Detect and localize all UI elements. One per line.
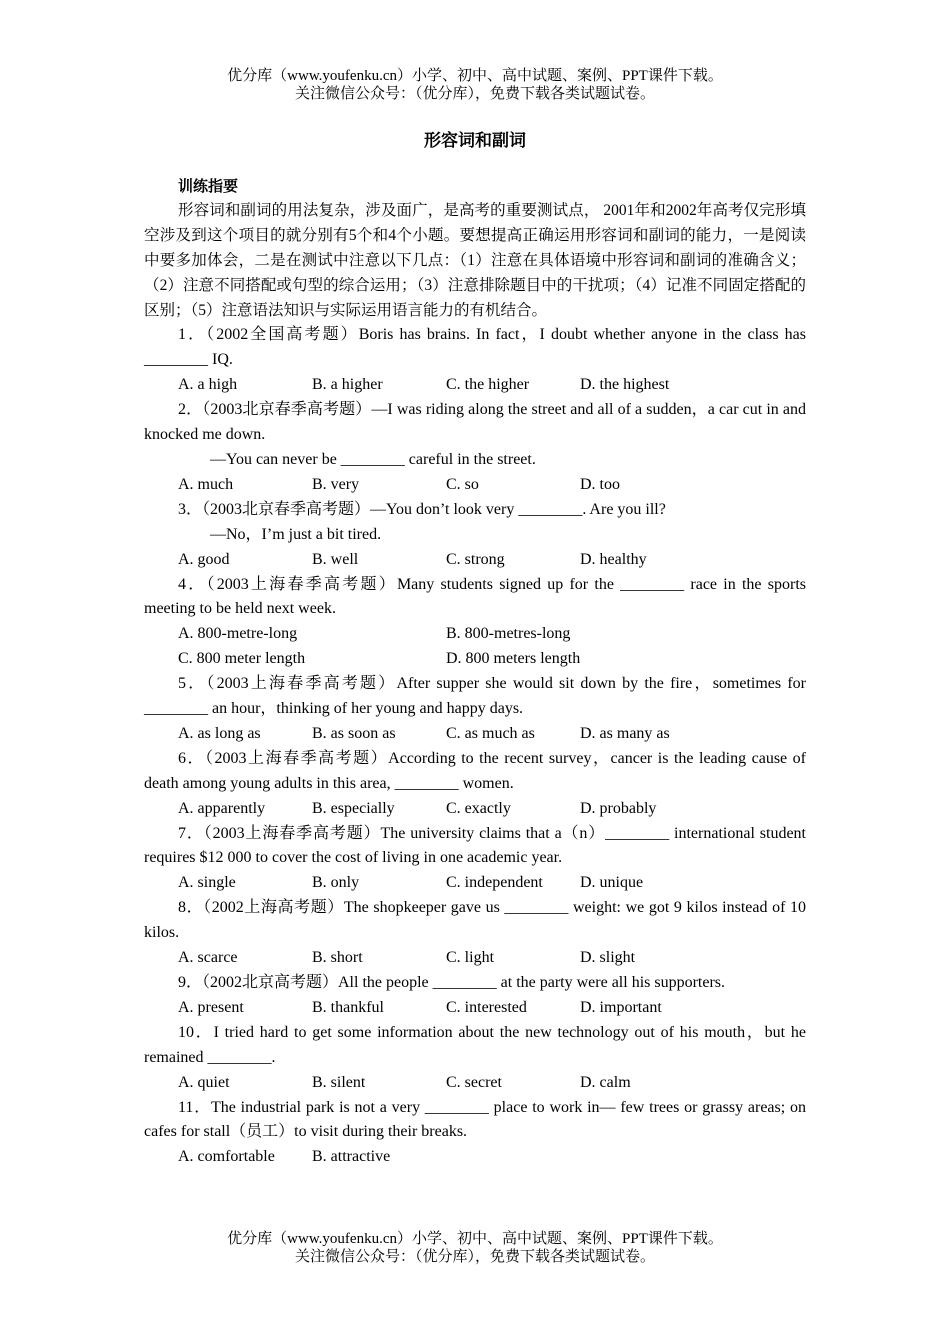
question-item <box>144 1021 806 1096</box>
answer-option: B. thankful <box>312 998 384 1016</box>
guide-paragraph: 形容词和副词的用法复杂，涉及面广，是高考的重要测试点， 2001年和2002年高考仅完形填空涉及到这个项目的就分别有5个和4个小题。要想提高正确运用形容词和副词的能力，一是阅读中要多加体会，二是在测试中注意以下几点：（1）注意在具体语境中形容词和副词的准确含义；（2）注意不同搭配或句型的综合运用；（3）注意排除题目中的干扰项；（4）记准不同固定搭配的区别；（5）注意语法知识与实际运用语言能力的有机结合。 <box>144 201 806 319</box>
answer-option: B. a higher <box>312 376 383 394</box>
options-row <box>144 996 806 1021</box>
question-stem: 5．（2003上海春季高考题）After supper she would sit down by the fire，sometimes for ________ an hour，thinking of her young and happy days. <box>144 675 806 718</box>
answer-option: A. as long as <box>178 724 261 742</box>
options-row <box>144 1071 806 1096</box>
question-stem: 3．（2003北京春季高考题）—You don’t look very ________. Are you ill? <box>178 500 666 518</box>
answer-option: B. very <box>312 475 360 493</box>
document-title: 形容词和副词 <box>424 131 526 151</box>
question-list <box>144 323 806 1170</box>
options-row <box>144 548 806 573</box>
question-item <box>144 896 806 971</box>
answer-option: A. good <box>178 550 230 568</box>
answer-option: A. quiet <box>178 1073 230 1091</box>
question-item <box>144 747 806 822</box>
answer-option: C. so <box>446 475 479 493</box>
answer-option: B. short <box>312 949 363 967</box>
question-stem: 1．（2002全国高考题）Boris has brains. In fact，I doubt whether anyone in the class has ________ IQ. <box>144 326 806 369</box>
answer-option: D. 800 meters length <box>446 650 581 668</box>
question-stem: 8．（2002上海高考题）The shopkeeper gave us ________ weight: we got 9 kilos instead of 10 kilos. <box>144 899 806 942</box>
answer-option: B. especially <box>312 799 395 817</box>
answer-option: A. comfortable <box>178 1148 275 1166</box>
question-stem: 10．I tried hard to get some information about the new technology out of his mouth，but he remained ________. <box>144 1023 807 1066</box>
answer-option: B. as soon as <box>312 724 396 742</box>
document-body <box>144 174 806 1170</box>
options-row <box>144 722 806 747</box>
answer-option: C. 800 meter length <box>178 650 306 668</box>
answer-option: C. strong <box>446 550 505 568</box>
answer-option: C. light <box>446 949 495 967</box>
answer-option: C. interested <box>446 998 527 1016</box>
question-stem: 9．（2002北京高考题）All the people ________ at the party were all his supporters. <box>178 974 726 991</box>
answer-option: B. 800-metres-long <box>446 625 571 643</box>
question-item <box>144 822 806 897</box>
question-dialogue-line: —No，I’m just a bit tired. <box>210 525 382 543</box>
answer-option: B. well <box>312 550 359 568</box>
question-item <box>144 498 806 573</box>
header-line-1: 优分库（www.youfenku.cn）小学、初中、高中试题、案例、PPT课件下载。 <box>227 68 723 84</box>
answer-option: B. only <box>312 874 360 892</box>
answer-option: D. calm <box>580 1073 631 1091</box>
answer-option: D. healthy <box>580 550 647 568</box>
answer-option: D. as many as <box>580 724 670 742</box>
options-row <box>144 1145 806 1170</box>
question-stem: 4．（2003上海春季高考题）Many students signed up for the ________ race in the sports meeting to be held next week. <box>144 575 806 618</box>
answer-option: A. apparently <box>178 799 266 817</box>
answer-option: B. silent <box>312 1073 366 1091</box>
page-footer <box>0 1230 950 1266</box>
question-item <box>144 573 806 673</box>
answer-option: A. single <box>178 874 236 892</box>
question-item <box>144 1096 806 1171</box>
answer-option: D. probably <box>580 799 657 817</box>
answer-option: C. exactly <box>446 799 511 817</box>
question-stem: 7．（2003上海春季高考题）The university claims that a（n）________ international student requires $12 000 to cover the cost of living in one academic year. <box>144 824 806 867</box>
options-row <box>144 622 806 647</box>
question-item <box>144 323 806 398</box>
answer-option: D. the highest <box>580 376 670 394</box>
options-row <box>144 871 806 896</box>
question-item <box>144 398 806 498</box>
question-item <box>144 672 806 747</box>
footer-line-1: 优分库（www.youfenku.cn）小学、初中、高中试题、案例、PPT课件下载。 <box>227 1231 723 1247</box>
answer-option: D. unique <box>580 874 644 892</box>
answer-option: C. independent <box>446 874 543 892</box>
options-row <box>144 946 806 971</box>
guide-heading: 训练指要 <box>178 177 239 195</box>
answer-option: B. attractive <box>312 1148 391 1166</box>
page-header <box>0 67 950 103</box>
options-row <box>144 373 806 398</box>
question-stem: 2．（2003北京春季高考题）—I was riding along the street and all of a sudden，a car cut in and knocked me down. <box>144 401 806 444</box>
options-row <box>144 797 806 822</box>
answer-option: A. present <box>178 998 244 1016</box>
header-line-2: 关注微信公众号：（优分库），免费下载各类试题试卷。 <box>294 86 655 102</box>
answer-option: D. too <box>580 475 620 493</box>
footer-line-2: 关注微信公众号：（优分库），免费下载各类试题试卷。 <box>294 1249 655 1265</box>
options-row <box>144 647 806 672</box>
answer-option: A. scarce <box>178 949 238 967</box>
question-stem: 6．（2003上海春季高考题）According to the recent survey，cancer is the leading cause of death among young adults in this area, ________ women. <box>144 749 806 792</box>
options-row <box>144 473 806 498</box>
answer-option: A. 800-metre-long <box>178 625 298 643</box>
answer-option: A. much <box>178 475 234 493</box>
answer-option: C. secret <box>446 1073 502 1091</box>
answer-option: D. important <box>580 998 662 1016</box>
question-item <box>144 971 806 1021</box>
answer-option: D. slight <box>580 949 636 967</box>
question-stem: 11．The industrial park is not a very ________ place to work in— few trees or grassy areas; on cafes for stall（员工）to visit during their breaks. <box>144 1098 806 1141</box>
question-dialogue-line: —You can never be ________ careful in the street. <box>210 450 536 468</box>
answer-option: C. the higher <box>446 376 530 394</box>
answer-option: C. as much as <box>446 724 535 742</box>
answer-option: A. a high <box>178 376 238 394</box>
